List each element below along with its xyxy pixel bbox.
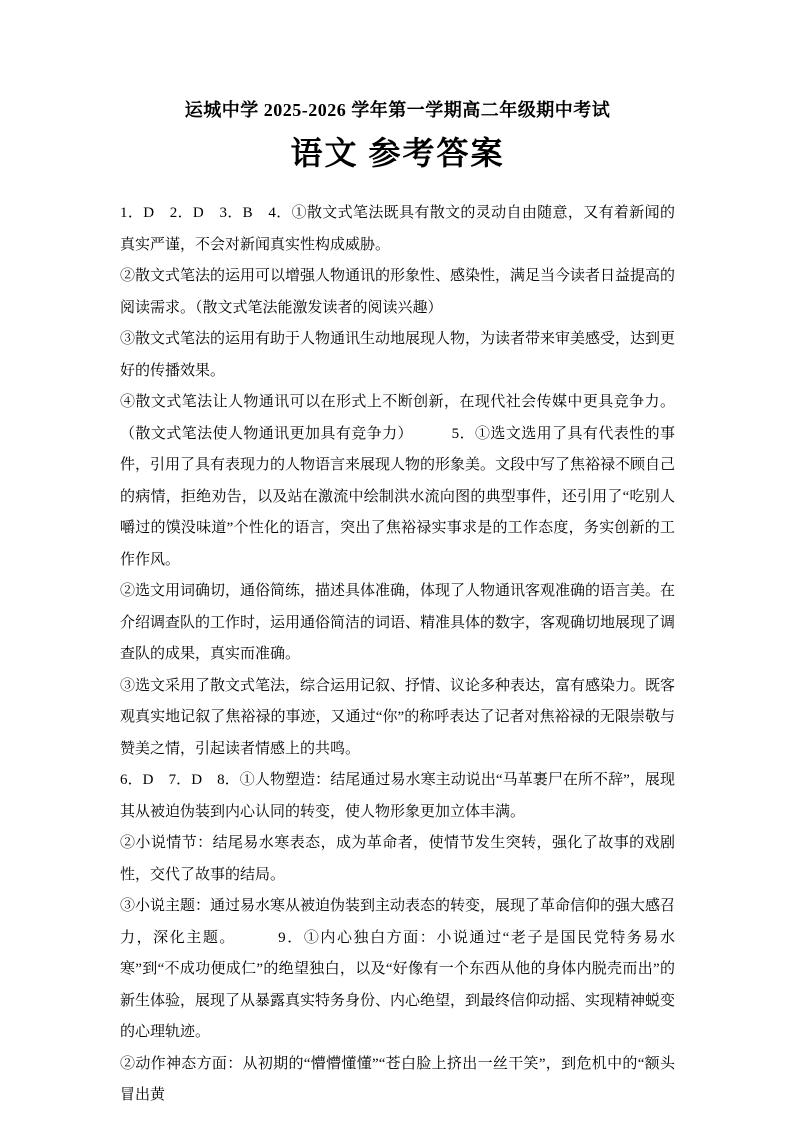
- page-title: 语文 参考答案: [290, 135, 505, 171]
- exam-header: 运城中学 2025-2026 学年第一学期高二年级期中考试: [184, 100, 611, 120]
- answer-paragraph: ②动作神态方面：从初期的“懵懵懂懂”“苍白脸上挤出一丝干笑”，到危机中的“额头冒出黄: [120, 1055, 675, 1103]
- answer-paragraph: ③散文式笔法的运用有助于人物通讯生动地展现人物，为读者带来审美感受，达到更好的传播效果。: [120, 331, 676, 379]
- answer-paragraph: 1．D 2．D 3．B 4．①散文式笔法既具有散文的灵动自由随意，又有着新闻的真实严谨，不会对新闻真实性构成威胁。: [120, 205, 675, 253]
- answer-paragraph: ②小说情节：结尾易水寒表态，成为革命者，使情节发生突转，强化了故事的戏剧性，交代了故事的结局。: [120, 835, 675, 883]
- answer-paragraph: ②选文用词确切，通俗简练，描述具体准确，体现了人物通讯客观准确的语言美。在介绍调查队的工作时，运用通俗简洁的词语、精准具体的数字，客观确切地展现了调查队的成果，真实而准确。: [120, 583, 676, 662]
- answer-paragraph: ③选文采用了散文式笔法，综合运用记叙、抒情、议论多种表达，富有感染力。既客观真实地记叙了焦裕禄的事迹，又通过“你”的称呼表达了记者对焦裕禄的无限崇敬与赞美之情，引起读者情感上的共鸣。: [120, 677, 676, 757]
- answer-body: [120, 198, 675, 1112]
- answer-paragraph: ④散文式笔法让人物通讯可以在形式上不断创新，在现代社会传媒中更具竞争力。（散文式笔法使人物通讯更加具有竞争力） 5．①选文选用了具有代表性的事件，引用了具有表现力的人物语言来展现人物的形象美。文段中写了焦裕禄不顾自己的病情，拒绝劝告，以及站在激流中绘制洪水流向图的典型事件，还引用了“吃别人嚼过的馍没味道”个性化的语言，突出了焦裕禄实事求是的工作态度，务实创新的工作作风。: [120, 394, 676, 568]
- answer-paragraph: 6．D 7．D 8．①人物塑造：结尾通过易水寒主动说出“马革裹尸在所不辞”，展现其从被迫伪装到内心认同的转变，使人物形象更加立体丰满。: [120, 772, 675, 820]
- answer-paragraph: ②散文式笔法的运用可以增强人物通讯的形象性、感染性，满足当今读者日益提高的阅读需求。（散文式笔法能激发读者的阅读兴趣）: [120, 268, 676, 316]
- answer-paragraph: ③小说主题：通过易水寒从被迫伪装到主动表态的转变，展现了革命信仰的强大感召力，深化主题。 9．①内心独白方面：小说通过“老子是国民党特务易水寒”到“不成功便成仁”的绝望独白，以及“好像有一个东西从他的身体内脱壳而出”的新生体验，展现了从暴露真实特务身份、内心绝望，到最终信仰动摇、实现精神蜕变的心理轨迹。: [120, 898, 676, 1040]
